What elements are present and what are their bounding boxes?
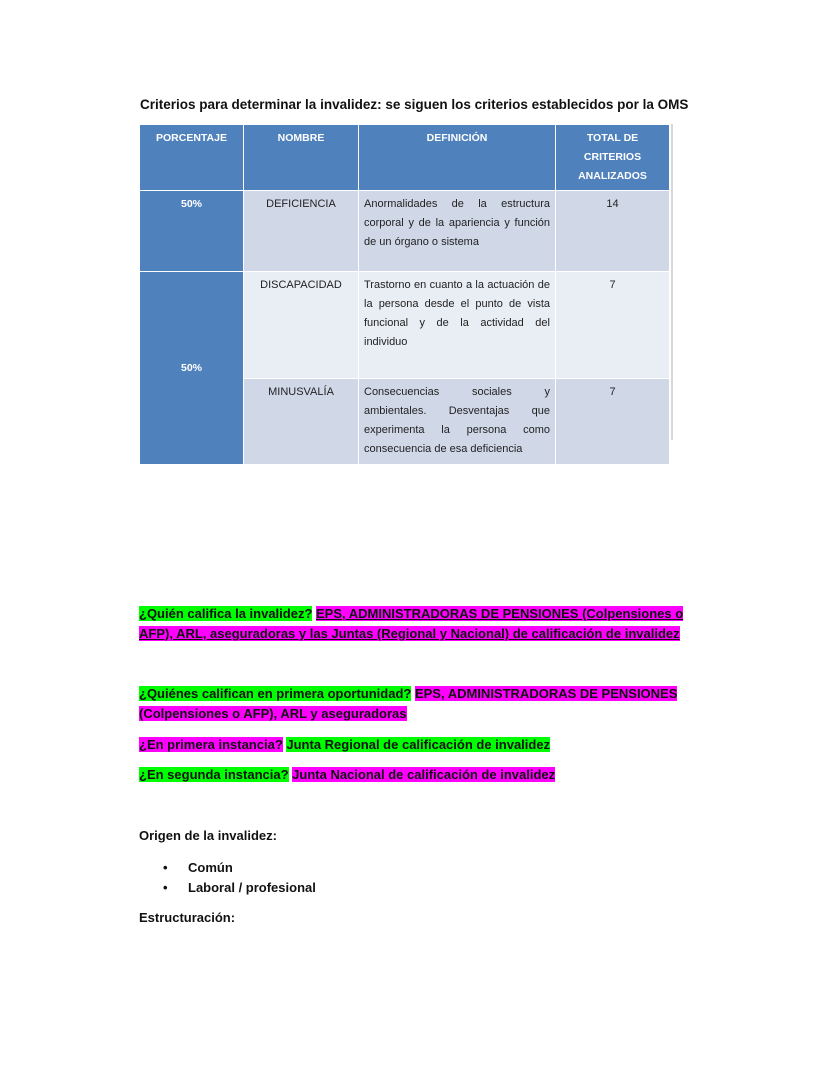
list-item (139, 858, 316, 878)
qa-quien-califica (139, 604, 719, 644)
cell-nombre: DEFICIENCIA (244, 191, 359, 272)
cell-definicion: Trastorno en cuanto a la actuación de la persona desde el punto de vista funcional y de la actividad del individuo (359, 272, 556, 379)
cell-total: 7 (556, 272, 670, 379)
cell-total: 7 (556, 379, 670, 465)
header-nombre: NOMBRE (244, 125, 359, 191)
bullet-icon: • (163, 860, 168, 875)
header-porcentaje: PORCENTAJE (140, 125, 244, 191)
cell-definicion: Consecuencias sociales y ambientales. Desventajas que experimenta la persona como consecuencia de esa deficiencia (359, 379, 556, 465)
answer-text: Junta Nacional de calificación de invalidez (292, 767, 556, 782)
answer-text: Junta Regional de calificación de invalidez (286, 737, 551, 752)
answer-text: EPS, ADMINISTRADORAS DE PENSIONES (Colpensiones o AFP), ARL y aseguradoras (139, 686, 678, 721)
bullet-icon: • (163, 880, 168, 895)
cell-nombre: MINUSVALÍA (244, 379, 359, 465)
qa-primera-instancia (139, 735, 719, 755)
origin-list (139, 858, 316, 898)
question-text: ¿Quiénes califican en primera oportunidad? (139, 686, 412, 701)
header-definicion: DEFINICIÓN (359, 125, 556, 191)
list-item-label: Laboral / profesional (188, 880, 316, 895)
answer-text: EPS, ADMINISTRADORAS DE PENSIONES (Colpensiones o AFP), ARL, aseguradoras y las Juntas (Regional y Nacional) de calificación de invalidez (139, 606, 684, 641)
cell-total: 14 (556, 191, 670, 272)
question-text: ¿En segunda instancia? (139, 767, 289, 782)
cell-porcentaje: 50% (140, 272, 244, 465)
cell-nombre: DISCAPACIDAD (244, 272, 359, 379)
cell-definicion: Anormalidades de la estructura corporal y de la apariencia y función de un órgano o sistema (359, 191, 556, 272)
table-row (140, 191, 670, 272)
cell-porcentaje: 50% (140, 191, 244, 272)
question-text: ¿Quién califica la invalidez? (139, 606, 313, 621)
list-item (139, 878, 316, 898)
criteria-table-image (139, 124, 673, 455)
qa-segunda-instancia (139, 765, 719, 785)
criteria-table (139, 124, 670, 465)
list-item-label: Común (188, 860, 233, 875)
origin-title: Origen de la invalidez: (139, 828, 277, 843)
criteria-heading: Criterios para determinar la invalidez: se siguen los criterios establecidos por la OMS (140, 97, 689, 112)
estructuracion-title: Estructuración: (139, 910, 236, 925)
question-text: ¿En primera instancia? (139, 737, 283, 752)
header-total: TOTAL DE CRITERIOS ANALIZADOS (556, 125, 670, 191)
table-row (140, 272, 670, 379)
qa-primera-oportunidad (139, 684, 719, 724)
